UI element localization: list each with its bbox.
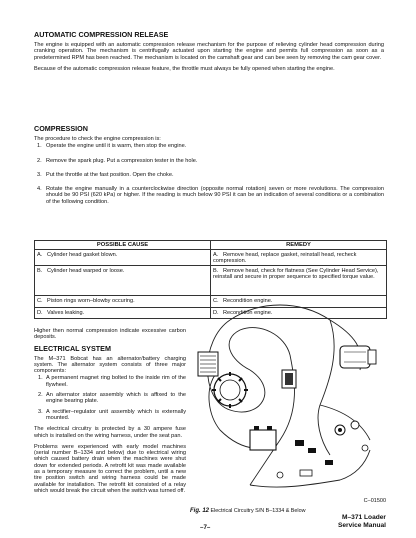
table-header-row: [35, 241, 387, 250]
battery-icon: [250, 426, 276, 450]
regulator-icon: [198, 352, 218, 376]
wiring-diagram: [190, 280, 390, 508]
list-item: 1. A permanent magnet ring bolted to the inside rim of the flywheel.: [38, 375, 186, 388]
key-switch-icon: [335, 421, 359, 435]
carbon-note: Higher then normal compression indicate excessive carbon deposits.: [34, 328, 186, 341]
compression-release-heading: AUTOMATIC COMPRESSION RELEASE: [34, 30, 169, 39]
manual-footer: [338, 514, 386, 530]
table-row: A. Cylinder head gasket blown. A. Remove head, replace gasket, reinstall head, recheck compression.: [35, 250, 387, 266]
list-item: 2. An alternator stator assembly which is affixed to the engine bearing plate.: [38, 392, 186, 405]
page-number: –7–: [200, 524, 211, 531]
starter-motor-icon: [340, 346, 376, 368]
remedy-header: REMEDY: [211, 241, 387, 250]
figure-label: Fig. 12: [190, 508, 210, 514]
stator-icon: [212, 372, 248, 408]
list-item: 4. Rotate the engine manually in a counterclockwise direction (opposite normal rotation) seven or more revolutions. The compression should be 90 PSI (620 kPa) or higher. If the reading is much below 90 PSI it can be an indication of several conditions or a combination of the following condition.: [37, 186, 384, 205]
compression-release-section: [34, 30, 384, 72]
compression-release-para-1: The engine is equipped with an automatic compression release mechanism for the purpose of relieving cylinder head compression during cranking operation. The mechanism is centrifugally actuated upon starting the engine and permits full compression as soon as a predetermined RPM has been reached. The mechanism is located on the camshaft gear and can bee seen by removing the cam gear cover.: [34, 42, 384, 61]
figure-caption-text: Electrical Circuitry S/N B–1334 & Below: [210, 508, 306, 514]
problems-para: Problems were experienced with early model machines (serial number B–1334 and below) due to electrical wiring which caused battery drain when the machines were shut down for extended periods. A retrofit kit was made available as a temporary measure to correct the problem, until a new tire position switch and wiring harness could be made available for installation. The retrofit kit consisted of a relay which would break the circuit when the switch was turned off.: [34, 443, 186, 494]
alternator-components: [34, 375, 186, 421]
table-row: C. Piston rings worn–blowby occuring. C. Recondition engine.: [35, 296, 387, 308]
possible-cause-header: POSSIBLE CAUSE: [35, 241, 211, 250]
electrical-column: [34, 328, 186, 494]
footer-subtitle: Service Manual: [337, 522, 386, 529]
list-item: 1. Operate the engine until it is warm, then stop the engine.: [37, 143, 187, 150]
table-row: D. Valves leaking. D. Recondition engine.: [35, 308, 387, 319]
fuse-para: The electrical circuitry is protected by a 30 ampere fuse which is installed on the wiring harness, under the seat pan.: [34, 426, 186, 439]
electrical-intro: The M–371 Bobcat has an alternator/battery charging system. The alternator system consists of three major components:: [34, 355, 186, 375]
figure-caption: [190, 508, 306, 514]
footer-title: M–371 Loader: [342, 514, 386, 521]
list-item: 2. Remove the spark plug. Put a compression tester in the hole.: [37, 157, 198, 164]
compression-heading: COMPRESSION: [34, 124, 88, 133]
relay-icon: [282, 370, 296, 388]
electrical-heading: ELECTRICAL SYSTEM: [34, 343, 111, 353]
compression-section: [34, 124, 384, 205]
compression-steps: [34, 143, 384, 205]
compression-intro: The procedure to check the engine compression is:: [34, 136, 161, 142]
figure-code: C–01500: [363, 498, 386, 504]
compression-release-para-2: Because of the automatic compression release feature, the throttle must always be fully opened when starting the engine.: [34, 65, 335, 72]
list-item: 3. A rectifier–regulator unit assembly which is externally mounted.: [38, 408, 186, 421]
list-item: 3. Put the throttle at the fast position. Open the choke.: [37, 171, 174, 178]
table-row: B. Cylinder head warped or loose. B. Remove head, check for flatness (See Cylinder Head Service), reinstall and secure in proper sequence to specified torque value.: [35, 266, 387, 296]
